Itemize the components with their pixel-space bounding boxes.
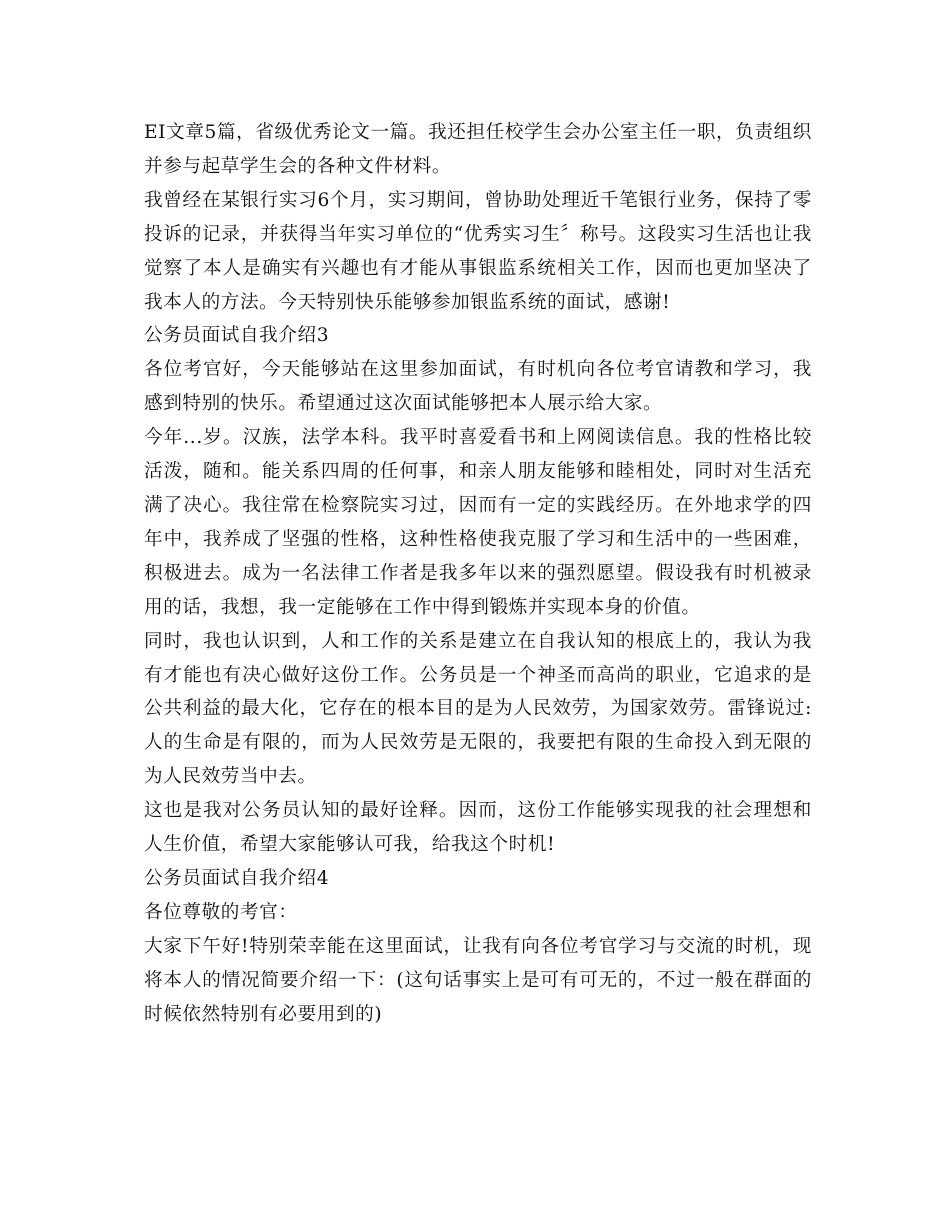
paragraph-greeting-4: 大家下午好!特别荣幸能在这里面试，让我有向各位考官学习与交流的时机，现将本人的情况简要介绍一下：(这句话事实上是可有可无的，不过一般在群面的时候依然特别有必要用到的)	[144, 935, 812, 1025]
document-body	[144, 116, 812, 1031]
paragraph-bank-internship: 我曾经在某银行实习6个月，实习期间，曾协助处理近千笔银行业务，保持了零投诉的记录，并获得当年实习单位的“优秀实习生〞称号。这段实习生活也让我觉察了本人是确实有兴趣也有才能从事银监系统相关工作，因而也更加坚决了我本人的方法。今天特别快乐能够参加银监系统的面试，感谢!	[144, 189, 812, 313]
paragraph-greeting-3: 各位考官好，今天能够站在这里参加面试，有时机向各位考官请教和学习，我感到特别的快乐。希望通过这次面试能够把本人展示给大家。	[144, 359, 812, 415]
paragraph-closing-3: 这也是我对公务员认知的最好诠释。因而，这份工作能够实现我的社会理想和人生价值，希望大家能够认可我，给我这个时机!	[144, 800, 812, 856]
paragraph-internship-intro-end: EI文章5篇，省级优秀论文一篇。我还担任校学生会办公室主任一职，负责组织并参与起草学生会的各种文件材料。	[144, 122, 812, 177]
paragraph-background-3: 今年...岁。汉族，法学本科。我平时喜爱看书和上网阅读信息。我的性格比较活泼，随和。能关系四周的任何事，和亲人朋友能够和睦相处，同时对生活充满了决心。我往常在检察院实习过，因而有一定的实践经历。在外地求学的四年中，我养成了坚强的性格，这种性格使我克服了学习和生活中的一些困难，积极进去。成为一名法律工作者是我多年以来的强烈愿望。假设我有时机被录用的话，我想，我一定能够在工作中得到锻炼并实现本身的价值。	[144, 427, 812, 618]
section-heading-intro-3: 公务员面试自我介绍3	[144, 325, 330, 347]
paragraph-salutation-4: 各位尊敬的考官：	[144, 901, 298, 923]
paragraph-self-awareness-3: 同时，我也认识到，人和工作的关系是建立在自我认知的根底上的，我认为我有才能也有决心做好这份工作。公务员是一个神圣而高尚的职业，它追求的是公共利益的最大化，它存在的根本目的是为人民效劳，为国家效劳。雷锋说过:人的生命是有限的，而为人民效劳是无限的，我要把有限的生命投入到无限的为人民效劳当中去。	[144, 630, 812, 788]
section-heading-intro-4: 公务员面试自我介绍4	[144, 867, 330, 889]
